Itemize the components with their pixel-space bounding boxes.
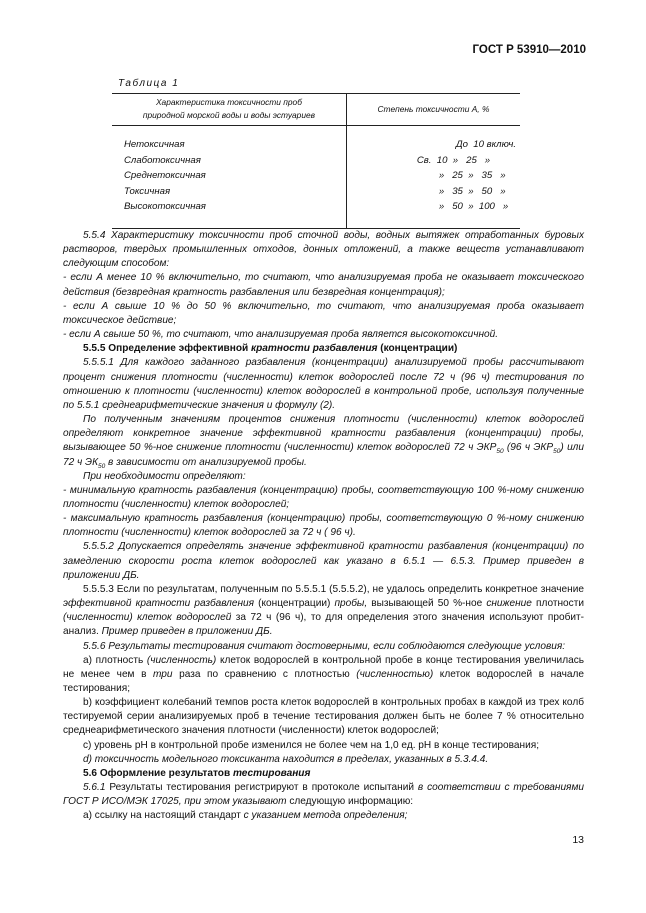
text-part: эффективной кратности разбавления [63, 598, 255, 610]
text-part: (96 ч ЭКР [503, 442, 554, 454]
text-part: раза по сравнению с плотностью [172, 668, 357, 680]
text-part: 5.6.1 [83, 782, 110, 794]
text-part: (численности) клеток водорослей [63, 612, 232, 624]
row-label: Слаботоксичная [112, 153, 346, 169]
paragraph-5-5-5-2: 5.5.5.2 Допускается определять значение эффективной кратности разбавления (концентрации) по замедлению скорости роста клеток водорослей как указано в 6.5.1 — 6.5.3. Пример приведен в приложении ДБ. [63, 541, 584, 581]
paragraph-5-5-5-3 [63, 583, 584, 640]
text-part: 5.5.5.3 Если по результатам, полученным по 5.5.5.1 (5.5.5.2), не удалось определить конкретное значение [83, 583, 584, 595]
list-item: с) уровень рН в контрольной пробе изменился не более чем на 1,0 ед. рН в конце тестирования; [83, 739, 539, 751]
row-label: Высокотоксичная [112, 199, 346, 228]
paragraph-5-5-5-1: 5.5.5.1 Для каждого заданного разбавления (концентрации) анализируемой пробы рассчитывают процент снижения плотности (численности) клеток водорослей после 72 ч (96 ч) тестирования по отношению к плотности (численности) клеток водорослей в контрольной пробе, используя полученные по 5.5.1 среднеарифметические значения и формулу (2). [63, 357, 584, 411]
paragraph-5-5-4: 5.5.4 Характеристику токсичности проб сточной воды, водных вытяжек отработанных буровых растворов, твердых промышленных отходов, донных отложений, а также веществ устанавливают следующим способом: [63, 230, 584, 270]
row-range: » 50 » 100 » [346, 199, 520, 228]
text-part: в соответствии с требованиями ГОСТ Р ИСО/МЭК 17025, при этом указывают [63, 782, 584, 808]
table-row [112, 199, 520, 228]
subscript: 50 [553, 448, 561, 456]
row-range: » 25 » 35 » [438, 170, 506, 182]
list-item: - если А свыше 10 % до 50 % включительно, то считают, что анализируемая проба оказывает токсическое действие; [63, 300, 584, 326]
list-item: b) коэффициент колебаний темпов роста клеток водорослей в контрольных пробах в каждой из трех колб тестируемой серии анализируемых проб в течение тестирования должен быть не более 7 % относительно среднеарифметического значения плотности (численности) клеток водорослей; [63, 697, 584, 737]
row-range: » 35 » 50 » [438, 185, 506, 197]
paragraph-5-5-5-1-cont [63, 413, 584, 470]
paragraph-need: При необходимости определяют: [83, 470, 246, 482]
text-part: а) плотность [83, 654, 147, 666]
text-part: Пример приведен в приложении ДБ. [101, 626, 273, 638]
text-part: ) или 72 ч ЭК [63, 442, 584, 468]
heading-part: тестирования [232, 767, 311, 779]
text-part: пробы, [334, 598, 368, 610]
text-part: плотности [531, 598, 584, 610]
toxicity-table [112, 93, 520, 229]
text-part: а) ссылку на настоящий стандарт [83, 810, 244, 822]
heading-part: (концентрации) [377, 343, 458, 355]
heading-part: 5.5.5 Определение эффективной [83, 343, 252, 355]
heading-5-6 [63, 767, 584, 781]
list-item [63, 654, 584, 696]
row-label: Нетоксичная [112, 126, 346, 153]
list-item [63, 809, 584, 823]
text-part: клеток водорослей в контрольной пробе в конце тестирования увеличилась не менее чем в [63, 654, 585, 680]
text-part: в зависимости от анализируемой пробы. [105, 456, 307, 468]
table-caption: Таблица 1 [118, 78, 180, 89]
list-item: d) токсичность модельного токсиканта находится в пределах, указанных в 5.3.4.4. [83, 753, 489, 765]
document-code: ГОСТ Р 53910—2010 [472, 44, 586, 56]
text-part: следующую информацию: [286, 796, 414, 808]
text-part: По полученным значениям процентов снижения плотности (численности) клеток водорослей определяют конкретное значение эффективной кратности разбавления (концентрации) пробы, вызывающее 50 %-ное снижение плотности (численности) клеток водорослей 72 ч ЭКР [63, 414, 584, 454]
list-item: - минимальную кратность разбавления (концентрацию) пробы, соответствующую 100 %-ному снижению плотности (численности) клеток водорослей; [63, 484, 584, 510]
row-label: Токсичная [112, 184, 346, 200]
text-part: клеток водорослей в начале тестирования; [63, 668, 584, 694]
text-part: (численностью) [356, 668, 434, 680]
list-item: - максимальную кратность разбавления (концентрацию) пробы, соответствующую 0 %-ному снижению плотности (численности) клеток водорослей за 72 ч ( 96 ч). [63, 513, 584, 539]
heading-5-5-5 [63, 342, 584, 356]
text-part: с указанием метода определения; [243, 810, 408, 822]
table-row [112, 184, 520, 200]
table-header-characteristic [112, 94, 346, 126]
text-part: три [153, 668, 173, 680]
subscript: 50 [496, 448, 504, 456]
text-part: Результаты тестирования регистрируют в протоколе испытаний [109, 782, 418, 794]
text-part: (численность) [146, 654, 217, 666]
text-part: вызывающей 50 %-ное [367, 598, 487, 610]
paragraph-5-5-6: 5.5.6 Результаты тестирования считают достоверными, если соблюдаются следующие условия: [83, 640, 566, 652]
table-header-line1: Характеристика токсичности проб [155, 97, 302, 107]
subscript: 50 [98, 462, 106, 470]
paragraph-5-6-1 [63, 781, 584, 809]
text-part: (концентрации) [254, 598, 335, 610]
table-header-degree: Степень токсичности А, % [346, 94, 520, 126]
body-text [63, 229, 584, 824]
row-range: Св. 10 » 25 » [416, 154, 491, 166]
list-item: - если А свыше 50 %, то считают, что анализируемая проба является высокотоксичной. [63, 329, 499, 341]
table-row [112, 153, 520, 169]
table-header-row [112, 94, 520, 126]
row-range: До 10 включ. [455, 139, 516, 151]
heading-part: кратности разбавления [251, 343, 378, 355]
page-number: 13 [572, 834, 584, 846]
list-item: - если А менее 10 % включительно, то считают, что анализируемая проба не оказывает токсического действия (безвредная кратность разбавления или безвредная концентрация); [63, 272, 584, 298]
text-part: за 72 ч (96 ч), то для определения этого значения используют пробит-анализ. [63, 612, 584, 638]
text-part: снижение [486, 598, 532, 610]
table-row [112, 126, 520, 153]
heading-part: 5.6 Оформление результатов [83, 767, 233, 779]
table-header-line2: природной морской воды и воды эстуариев [142, 110, 316, 120]
table-row [112, 168, 520, 184]
row-label: Среднетоксичная [112, 168, 346, 184]
